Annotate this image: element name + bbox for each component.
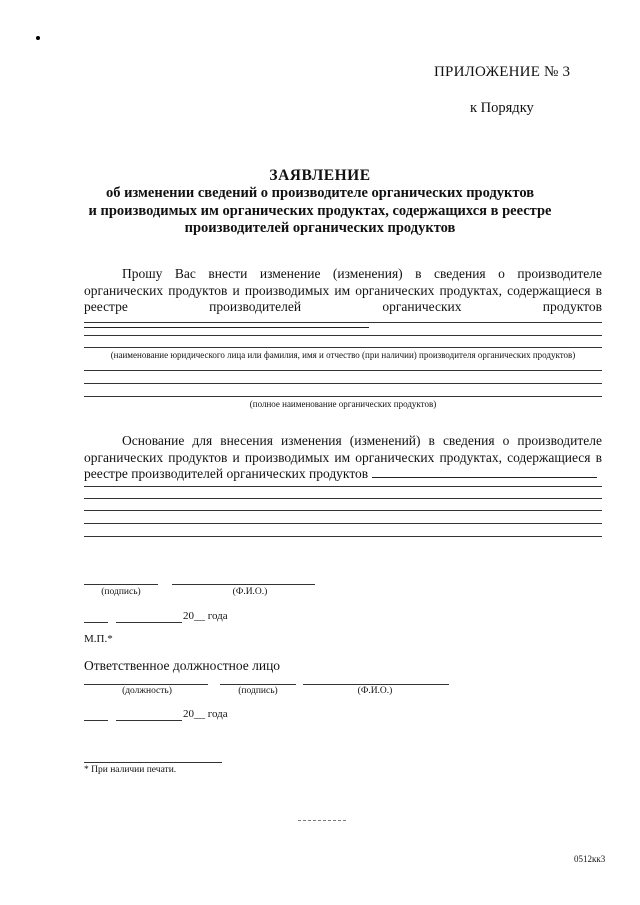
page-divider [298,820,346,821]
request-text: Прошу Вас внести изменение (изменения) в сведения о производителе органических продуктов и производимых им органических продуктах, содержащиеся в реестре производителей органических продуктов [84,266,602,314]
responsible-date-day-line[interactable] [84,720,108,721]
footnote-text: * При наличии печати. [84,765,177,775]
products-line-3[interactable] [84,396,602,397]
document-title [60,167,580,238]
basis-line-5[interactable] [84,536,602,537]
date-day-line[interactable] [84,622,108,623]
date-year: 20__ года [183,610,228,622]
org-caption: (наименование юридического лица или фамилия, имя и отчество (при наличии) производителя органических продуктов) [110,350,576,360]
products-line-1[interactable] [84,370,602,371]
order-reference: к Порядку [470,100,534,116]
name-caption: (Ф.И.О.) [232,587,268,597]
signature-caption: (подпись) [101,587,141,597]
basis-line-1[interactable] [84,486,602,487]
title-line-1: об изменении сведений о производителе органических продуктов [105,185,535,201]
name-line[interactable] [172,584,315,585]
basis-fill-line[interactable] [372,466,597,478]
basis-line-4[interactable] [84,523,602,524]
basis-paragraph [84,433,602,483]
responsible-name-caption: (Ф.И.О.) [357,686,393,696]
org-line-1[interactable] [84,322,602,323]
signature-line[interactable] [84,584,158,585]
products-line-2[interactable] [84,383,602,384]
responsible-date-month-line[interactable] [116,720,182,721]
date-month-line[interactable] [116,622,182,623]
responsible-signature-caption: (подпись) [238,686,278,696]
title-line-2: и производимых им органических продуктах, содержащихся в реестре [88,202,552,219]
appendix-label: ПРИЛОЖЕНИЕ № 3 [434,64,571,80]
basis-line-3[interactable] [84,510,602,511]
responsible-name-line[interactable] [303,684,449,685]
products-caption: (полное наименование органических продуктов) [249,399,437,409]
document-code: 0512кк3 [574,854,606,864]
stamp-label: М.П.* [84,633,113,645]
basis-text: Основание для внесения изменения (изменений) в сведения о производителе органических продуктов и производимых им органических продуктах, содержащиеся в реестре производителей органических продуктов [84,433,602,481]
title-main: ЗАЯВЛЕНИЕ [269,167,371,184]
responsible-date-year: 20__ года [183,708,228,720]
basis-line-2[interactable] [84,498,602,499]
position-line[interactable] [84,684,208,685]
org-line-3[interactable] [84,347,602,348]
footnote-separator [84,762,222,763]
position-caption: (должность) [122,686,172,696]
org-line-2[interactable] [84,335,602,336]
stray-dot [36,36,40,40]
title-line-3: производителей органических продуктов [184,220,456,236]
responsible-signature-line[interactable] [220,684,296,685]
responsible-label: Ответственное должностное лицо [84,658,281,673]
